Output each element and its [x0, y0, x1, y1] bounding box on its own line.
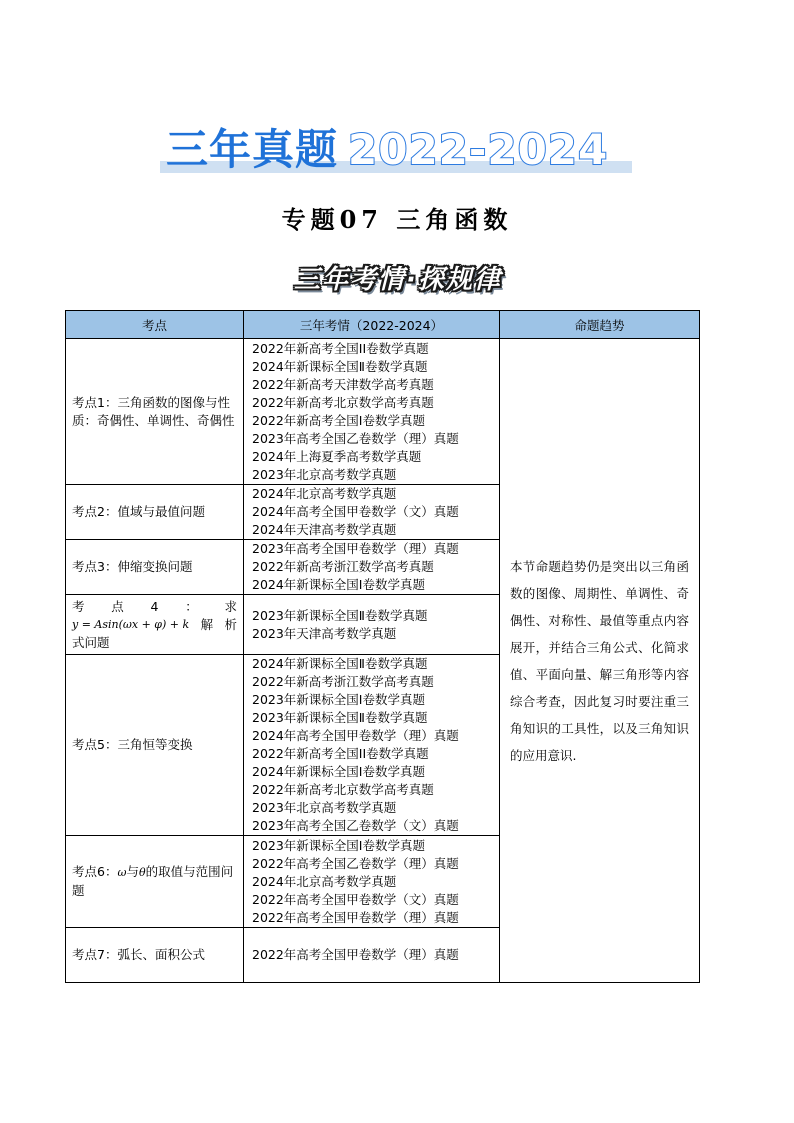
header-sources: 三年考情（2022-2024）	[244, 311, 500, 339]
source-item: 2023年高考全国甲卷数学（理）真题	[252, 541, 459, 556]
point4-char: 解	[200, 616, 214, 632]
header-trend: 命题趋势	[500, 311, 700, 339]
exam-sources	[244, 540, 500, 595]
exam-sources	[244, 655, 500, 836]
exam-sources	[244, 836, 500, 928]
source-item: 2024年新课标全国Ⅰ卷数学真题	[252, 764, 425, 779]
source-item: 2022年新高考北京数学高考真题	[252, 394, 434, 410]
point4-char: 考	[72, 598, 85, 614]
topic-subtitle: 专题07 三角函数	[281, 205, 513, 234]
point4-line2	[72, 616, 237, 634]
point4-char: 点	[111, 598, 124, 614]
source-item: 2022年新高考全国II卷数学真题	[252, 746, 429, 761]
point4-char: ：	[185, 598, 198, 614]
title-banner	[160, 124, 632, 176]
source-item: 2024年上海夏季高考数学真题	[252, 448, 422, 464]
source-item: 2023年高考全国乙卷数学（文）真题	[252, 818, 459, 833]
exam-point: 考点5：三角恒等变换	[66, 655, 244, 836]
table-row	[66, 339, 700, 485]
exam-sources	[244, 928, 500, 983]
source-item: 2022年高考全国甲卷数学（理）真题	[252, 909, 459, 925]
source-item: 2022年新高考天津数学高考真题	[252, 376, 434, 392]
source-item: 2023年北京高考数学真题	[252, 466, 397, 482]
source-item: 2022年新高考北京数学高考真题	[252, 782, 434, 797]
source-item: 2023年天津高考数学真题	[252, 625, 397, 641]
source-item: 2024年高考全国甲卷数学（文）真题	[252, 504, 459, 519]
source-item: 2024年北京高考数学真题	[252, 873, 397, 889]
source-item: 2022年新高考浙江数学高考真题	[252, 674, 434, 689]
source-item: 2023年新课标全国Ⅰ卷数学真题	[252, 692, 425, 707]
source-item: 2023年新课标全国Ⅱ卷数学真题	[252, 607, 428, 623]
point4-char: 析	[224, 616, 237, 632]
source-item: 2023年高考全国乙卷数学（理）真题	[252, 430, 459, 446]
source-item: 2024年高考全国甲卷数学（理）真题	[252, 728, 459, 743]
source-item: 2023年新课标全国Ⅱ卷数学真题	[252, 710, 428, 725]
exam-sources	[244, 485, 500, 540]
exam-sources	[244, 339, 500, 485]
header-point: 考点	[66, 311, 244, 339]
point4-char: 求	[224, 598, 237, 614]
source-item: 2023年北京高考数学真题	[252, 800, 397, 815]
exam-analysis-table	[65, 310, 700, 983]
point4-line3: 式问题	[72, 634, 110, 650]
omega-symbol: ω	[117, 866, 127, 879]
title-chinese: 三年真题	[166, 125, 339, 174]
source-item: 2024年北京高考数学真题	[252, 486, 397, 501]
source-item: 2022年高考全国甲卷数学（理）真题	[252, 947, 459, 962]
source-item: 2022年新高考浙江数学高考真题	[252, 559, 434, 574]
source-item: 2022年高考全国乙卷数学（理）真题	[252, 855, 459, 871]
trend-text: 本节命题趋势仍是突出以三角函数的图像、周期性、单调性、奇偶性、对称性、最值等重点内容展开，并结合三角公式、化简求值、平面向量、解三角形等内容综合考查，因此复习时要注重三角知识的工具性，以及三角知识的应用意识.	[500, 339, 700, 983]
theta-symbol: θ	[138, 866, 146, 879]
exam-point: 考点2：值域与最值问题	[66, 485, 244, 540]
source-item: 2024年新课标全国Ⅱ卷数学真题	[252, 358, 428, 374]
source-item: 2022年高考全国甲卷数学（文）真题	[252, 891, 459, 907]
source-item: 2023年新课标全国Ⅰ卷数学真题	[252, 837, 425, 853]
exam-point	[66, 836, 244, 928]
exam-point	[66, 595, 244, 655]
source-item: 2024年天津高考数学真题	[252, 522, 397, 537]
point4-formula: y = Asin(ωx + φ) + k	[72, 617, 190, 631]
point4-line1	[72, 598, 237, 616]
exam-point: 考点1：三角函数的图像与性质：奇偶性、单调性、奇偶性	[66, 339, 244, 485]
exam-point: 考点3：伸缩变换问题	[66, 540, 244, 595]
point6-prefix: 考点6：	[72, 864, 118, 879]
exam-sources	[244, 595, 500, 655]
section-badge: 三年考情·探规律	[294, 265, 502, 295]
source-item: 2022年新高考全国II卷数学真题	[252, 340, 429, 356]
exam-point: 考点7：弧长、面积公式	[66, 928, 244, 983]
page-title	[166, 124, 608, 176]
source-item: 2022年新高考全国I卷数学真题	[252, 412, 425, 428]
source-item: 2024年新课标全国Ⅱ卷数学真题	[252, 656, 428, 671]
table-header-row	[66, 311, 700, 339]
point6-mid: 与	[126, 864, 139, 879]
source-item: 2024年新课标全国Ⅰ卷数学真题	[252, 577, 425, 592]
title-years: 2022-2024	[348, 125, 609, 174]
point4-char: 4	[150, 598, 159, 614]
point6-suffix: 的取值与范围问题	[72, 864, 234, 898]
